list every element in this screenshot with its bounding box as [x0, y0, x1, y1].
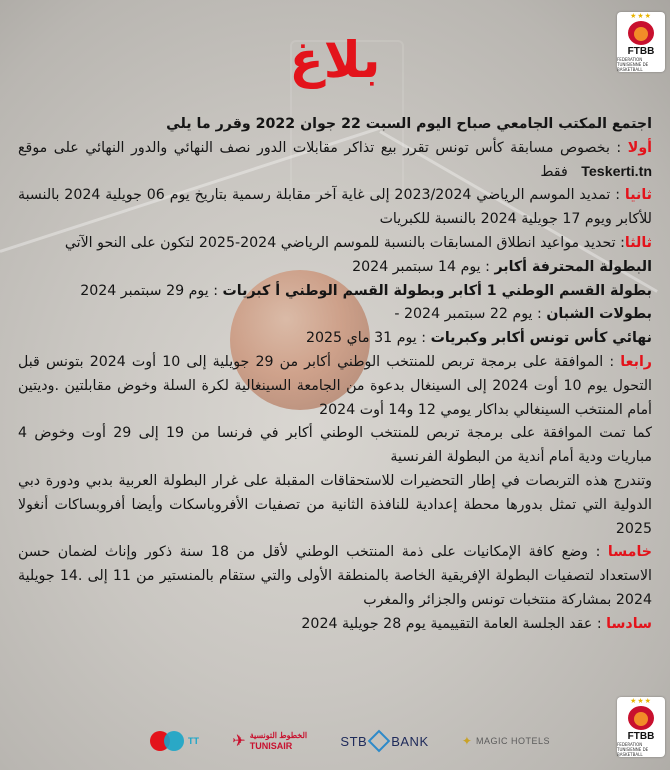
- item-sixth: سادسا : عقد الجلسة العامة التقييمية يوم 28 جويلية 2024: [301, 615, 652, 632]
- schedule-row: البطولة المحترفة أكابر : يوم 14 سبتمبر 2024: [352, 258, 652, 275]
- item-tail: فقط: [540, 163, 568, 180]
- schedule-name: نهائي كأس تونس أكابر وكبريات: [430, 330, 652, 347]
- item-label: أولا: [627, 139, 652, 156]
- schedule-date: يوم 22 سبتمبر 2024 -: [394, 306, 533, 323]
- item-text: عقد الجلسة العامة التقييمية يوم 28 جويلية 2024: [301, 615, 593, 632]
- item-text: وضع كافة الإمكانيات على ذمة المنتخب الوطني لأقل من 18 سنة ذكور وإناث لضمان حسن الاستعداد لتصفيات البطولة الإفريقية الخاصة بالمنطقة الأولى والتي ستقام بالمنستير من 11 إلى .14 جويلية 2024 بمشاركة منتخبات تونس والجزائر والمغرب: [18, 544, 652, 608]
- item-text: تمديد الموسم الرياضي 2023/2024 إلى غاية آخر مقابلة رسمية بتاريخ يوم 06 جويلية 2024 بالنسبة للأكابر ويوم 17 جويلية 2024 بالنسبة للكبريات: [18, 187, 652, 228]
- tunisie-telecom-icon: [150, 729, 184, 753]
- item-text: بخصوص مسابقة كأس تونس تقرر بيع تذاكر مقابلات الدور نصف النهائي والدور النهائي على موقع: [18, 139, 610, 156]
- schedule-date: يوم 31 ماي 2025: [305, 330, 417, 347]
- item-third: ثالثا: تحديد مواعيد انطلاق المسابقات بالنسبة للموسم الرياضي 2024-2025 لتكون على النحو الآتي: [64, 234, 652, 251]
- schedule-row: بطولة القسم الوطني 1 أكابر وبطولة القسم الوطني أ كبريات : يوم 29 سبتمبر 2024: [80, 282, 652, 299]
- logo-abbr: FTBB: [627, 46, 655, 57]
- bank-label: BANK: [391, 733, 429, 749]
- page-title: بلاغ: [289, 31, 381, 89]
- item-label: ثانيا: [624, 187, 652, 204]
- logo-fullname: FEDERATION TUNISIENNE DE BASKETBALL: [617, 742, 649, 757]
- item-label: سادسا: [606, 615, 652, 632]
- item-label: ثالثا: [624, 234, 652, 251]
- magic-hotels-icon: ✦: [461, 734, 472, 748]
- schedule-date: يوم 14 سبتمبر 2024: [352, 258, 481, 275]
- logo-stars: ★★★: [630, 697, 652, 705]
- announcement-body: [18, 113, 652, 637]
- sponsor-magic-hotels: [462, 734, 550, 748]
- gazelle-icon: ✈: [232, 733, 246, 750]
- item-fourth-para3: وتندرج هذه التربصات في إطار التحضيرات للاستحقاقات المقبلة على غرار البطولة العربية بدبي ودورة دبي الدولية التي تمثل بدورها محطة إعدادية للنافذة الثانية من تصفيات الأفروباسكات وأيضا أفروبساكات أنغولا 2025: [18, 472, 652, 537]
- item-fifth: خامسا : وضع كافة الإمكانيات على ذمة المنتخب الوطني لأقل من 18 سنة ذكور وإناث لضمان حسن الاستعداد لتصفيات البطولة الإفريقية الخاصة بالمنطقة الأولى والتي ستقام بالمنستير من 11 إلى .14 جويلية 2024 بمشاركة منتخبات تونس والجزائر والمغرب: [18, 544, 653, 608]
- basketball-emblem-icon: [628, 706, 654, 730]
- ftbb-logo-footer: [617, 697, 665, 757]
- schedule-name: بطولة القسم الوطني 1 أكابر وبطولة القسم الوطني أ كبريات: [222, 282, 652, 299]
- sponsor-tt: [150, 729, 199, 753]
- logo-fullname: FEDERATION TUNISIENNE DE BASKETBALL: [617, 57, 649, 72]
- tunisair-label: TUNISAIR: [249, 741, 293, 751]
- item-second: ثانيا : تمديد الموسم الرياضي 2023/2024 إلى غاية آخر مقابلة رسمية بتاريخ يوم 06 جويلية 2024 بالنسبة للأكابر ويوم 17 جويلية 2024 بالنسبة للكبريات: [18, 187, 652, 228]
- sponsor-stb: [340, 733, 428, 749]
- schedule-row: بطولات الشبان : يوم 22 سبتمبر 2024 -: [394, 306, 652, 323]
- sponsors-bar: [150, 726, 550, 756]
- item-fourth-para2: كما تمت الموافقة على برمجة تربص للمنتخب الوطني أكابر في فرنسا من 19 إلى 29 أوت وخوض 4 مباريات ودية أمام أندية من البطولة الفرنسية: [18, 425, 652, 466]
- schedule-date: يوم 29 سبتمبر 2024: [80, 282, 209, 299]
- logo-abbr: FTBB: [627, 731, 655, 742]
- item-label: خامسا: [607, 544, 653, 561]
- magic-label: MAGIC HOTELS: [475, 736, 550, 746]
- item-fourth: رابعا : الموافقة على برمجة تربص للمنتخب الوطني أكابر من 29 جويلية إلى 10 أوت 2024 بتونس قبل التحول يوم 10 أوت 2024 إلى السينغال بدعوة من الجامعة السينغالية لكرة السلة وخوض مقابلتين .وديتين أمام المنتخب السينغالي بداكار يومي 12 و14 أوت 2024: [18, 353, 652, 418]
- stb-diamond-icon: [368, 730, 391, 753]
- item-text: الموافقة على برمجة تربص للمنتخب الوطني أكابر من 29 جويلية إلى 10 أوت 2024 بتونس قبل التحول يوم 10 أوت 2024 إلى السينغال بدعوة من الجامعة السينغالية لكرة السلة وخوض مقابلتين .وديتين أمام المنتخب السينغالي بداكار يومي 12 و14 أوت 2024: [18, 353, 652, 418]
- item-label: رابعا: [620, 353, 652, 370]
- item-text: تحديد مواعيد انطلاق المسابقات بالنسبة للموسم الرياضي 2024-2025 لتكون على النحو الآتي: [64, 234, 616, 251]
- logo-stars: ★★★: [630, 12, 652, 20]
- stb-label: STB: [340, 733, 368, 749]
- schedule-row: نهائي كأس تونس أكابر وكبريات : يوم 31 ماي 2025: [305, 330, 652, 347]
- intro-line: اجتمع المكتب الجامعي صباح اليوم السبت 22 جوان 2022 وقرر ما يلي: [166, 116, 652, 132]
- teskerti-link[interactable]: Teskerti.tn: [581, 163, 652, 180]
- sponsor-tunisair: [232, 731, 307, 751]
- schedule-name: البطولة المحترفة أكابر: [494, 258, 652, 275]
- item-first: أولا : بخصوص مسابقة كأس تونس تقرر بيع تذاكر مقابلات الدور نصف النهائي والدور النهائي على موقع Teskerti.tn فقط: [18, 139, 652, 180]
- tunisair-arabic: الخطوط التونسية: [249, 731, 308, 740]
- schedule-name: بطولات الشبان: [546, 306, 652, 323]
- tt-label: TT: [188, 736, 199, 746]
